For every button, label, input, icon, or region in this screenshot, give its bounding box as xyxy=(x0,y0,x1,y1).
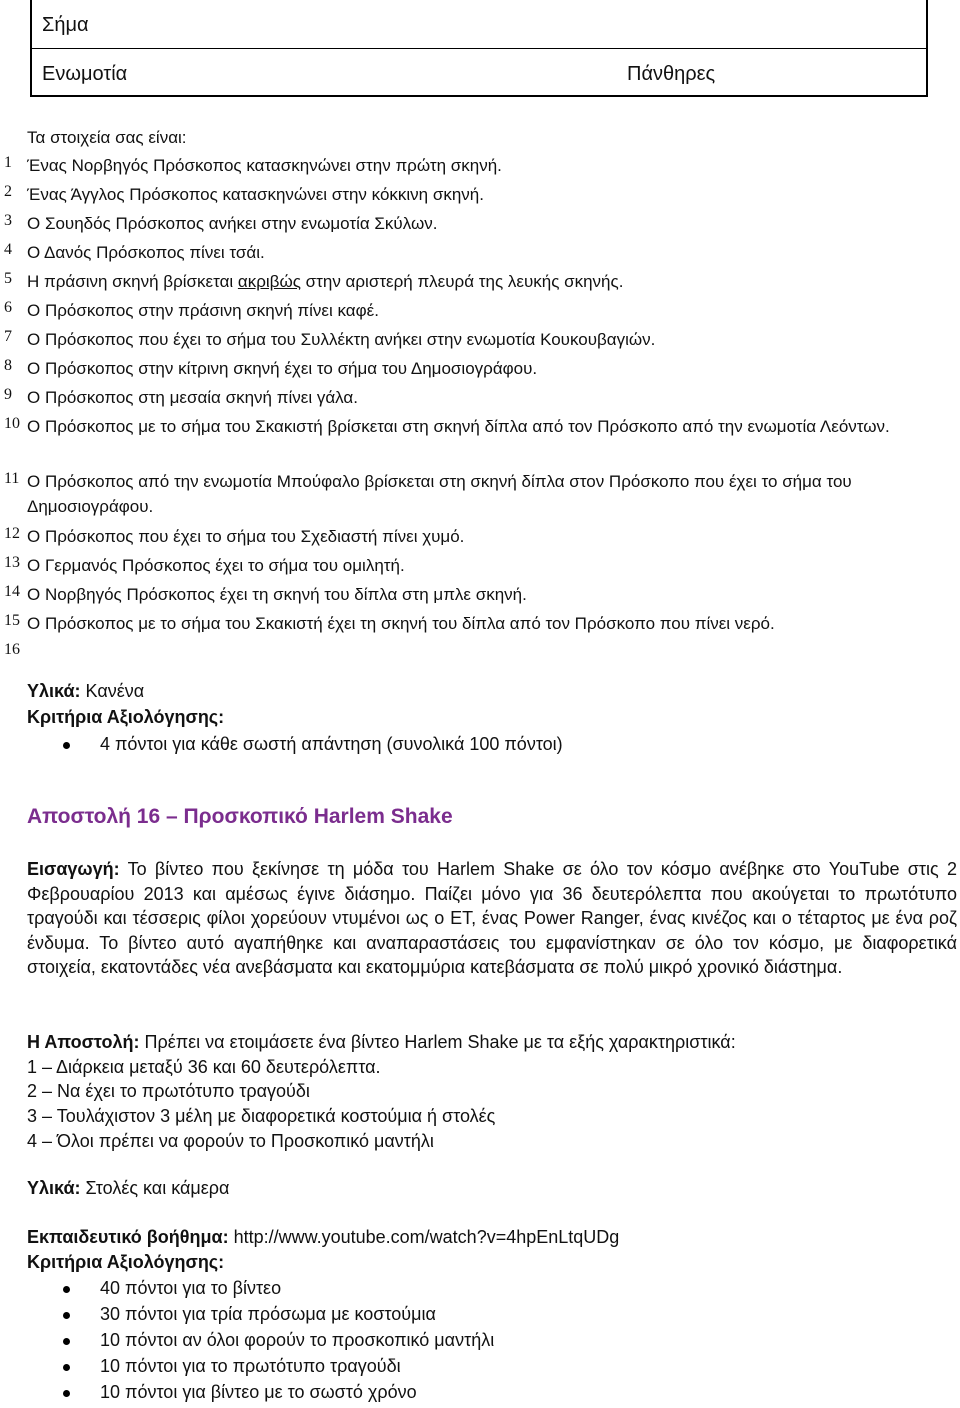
clue-text: Ο Πρόσκοπος στη μεσαία σκηνή πίνει γάλα. xyxy=(27,388,358,407)
clue-item xyxy=(0,181,960,210)
clue-number: 5 xyxy=(4,270,12,287)
clue-item xyxy=(0,384,960,413)
bullet-icon xyxy=(63,1364,70,1371)
clue-item xyxy=(0,152,960,181)
criteria-heading: Κριτήρια Αξιολόγησης: xyxy=(27,707,225,727)
clue-number: 16 xyxy=(4,641,20,658)
requirement-item: 4 – Όλοι πρέπει να φορούν το Προσκοπικό μαντήλι xyxy=(27,1130,434,1151)
clue-number: 15 xyxy=(4,612,20,629)
bullet-icon xyxy=(63,742,70,749)
aid-link[interactable]: http://www.youtube.com/watch?v=4hpEnLtqUDg xyxy=(228,1227,620,1247)
table-row-badge xyxy=(32,12,926,48)
clues-intro: Τα στοιχεία σας είναι: xyxy=(27,128,187,147)
clue-number: 4 xyxy=(4,241,12,258)
list-item xyxy=(68,1382,494,1408)
clue-list xyxy=(0,152,960,668)
criteria-text: 40 πόντοι για το βίντεο xyxy=(100,1278,282,1298)
criteria-text: 30 πόντοι για τρία πρόσωμα με κοστούμια xyxy=(100,1304,436,1324)
list-item xyxy=(68,734,563,760)
clue-number: 7 xyxy=(4,328,12,345)
list-item xyxy=(68,1304,494,1330)
clue-number: 3 xyxy=(4,212,12,229)
clue-item xyxy=(0,610,960,639)
intro-text: Το βίντεο που ξεκίνησε τη μόδα του Harlem Shake σε όλο τον κόσμο ανέβηκε στο YouTube στις 2 Φεβρουαρίου 2013 και αμέσως έγινε διάσημο. Παίζει μόνο για 36 δευτερόλεπτα που ακούγεται το πρωτότυπο τραγούδι και τέσσερις φίλοι χορεύουν ντυμένοι ως ο ET, ένας Power Ranger, ένας κινέζος και ο τέταρτος με ένα ροζ ένδυμα. Το βίντεο αυτό αγαπήθηκε και αναπαραστάσεις του εμφανίστηκαν σε όλο τον κόσμο, με διαφορετικά στοιχεία, εκατοντάδες νέα ανεβάσματα και εκατομμύρια κατεβάσματα σε πολύ μικρό χρονικό διάστημα. xyxy=(27,859,957,977)
criteria-list xyxy=(68,734,563,760)
clue-item xyxy=(0,355,960,384)
intro-paragraph xyxy=(27,857,957,980)
clue-number: 12 xyxy=(4,525,20,542)
list-item xyxy=(68,1330,494,1356)
clue-text: Ο Νορβηγός Πρόσκοπος έχει τη σκηνή του δίπλα στη μπλε σκηνή. xyxy=(27,585,527,604)
mission-task xyxy=(27,1030,927,1154)
clue-number: 2 xyxy=(4,183,12,200)
criteria-text: 10 πόντοι για βίντεο με το σωστό χρόνο xyxy=(100,1382,417,1402)
badge-patrol-table xyxy=(30,0,928,97)
bullet-icon xyxy=(63,1338,70,1345)
clue-text: Ο Πρόσκοπος με το σήμα του Σκακιστή βρίσκεται στη σκηνή δίπλα από τον Πρόσκοπο από την ενωμοτία Λεόντων. xyxy=(27,417,890,436)
clue-number: 1 xyxy=(4,154,12,171)
clue-number: 10 xyxy=(4,415,20,432)
materials-line xyxy=(27,681,144,702)
clue-text: Ο Πρόσκοπος στην κίτρινη σκηνή έχει το σήμα του Δημοσιογράφου. xyxy=(27,359,538,378)
materials-label: Υλικά: xyxy=(27,681,81,701)
patrol-value: Πάνθηρες xyxy=(627,63,716,85)
clue-text: Ο Σουηδός Πρόσκοπος ανήκει στην ενωμοτία Σκύλων. xyxy=(27,214,438,233)
clue-text: Ο Πρόσκοπος που έχει το σήμα του Συλλέκτη ανήκει στην ενωμοτία Κουκουβαγιών. xyxy=(27,330,656,349)
criteria-text: 4 πόντοι για κάθε σωστή απάντηση (συνολικά 100 πόντοι) xyxy=(100,734,563,754)
clue-number: 11 xyxy=(4,470,20,487)
criteria-text: 10 πόντοι αν όλοι φορούν το προσκοπικό μαντήλι xyxy=(100,1330,495,1350)
clue-number: 6 xyxy=(4,299,12,316)
clue-number: 9 xyxy=(4,386,12,403)
task-label: Η Αποστολή: xyxy=(27,1032,140,1052)
mission-criteria-list xyxy=(68,1278,494,1408)
clue-item xyxy=(0,210,960,239)
clue-text: Ο Πρόσκοπος με το σήμα του Σκακιστή έχει τη σκηνή του δίπλα από τον Πρόσκοπο που πίνει νερό. xyxy=(27,614,775,633)
clue-item xyxy=(0,326,960,355)
list-item xyxy=(68,1278,494,1304)
requirement-item: 1 – Διάρκεια μεταξύ 36 και 60 δευτερόλεπτα. xyxy=(27,1056,381,1077)
clue-item xyxy=(0,468,960,523)
educational-aid-line xyxy=(27,1227,619,1248)
clue-text: Ο Δανός Πρόσκοπος πίνει τσάι. xyxy=(27,243,265,262)
bullet-icon xyxy=(63,1312,70,1319)
bullet-icon xyxy=(63,1390,70,1397)
mission-materials-label: Υλικά: xyxy=(27,1178,81,1198)
clue-text: Ένας Νορβηγός Πρόσκοπος κατασκηνώνει στην πρώτη σκηνή. xyxy=(27,156,502,175)
mission-title: Αποστολή 16 – Προσκοπικό Harlem Shake xyxy=(27,805,453,828)
clue-item xyxy=(0,268,960,297)
badge-label: Σήμα xyxy=(42,14,89,36)
clue-item xyxy=(0,552,960,581)
criteria-text: 10 πόντοι για το πρωτότυπο τραγούδι xyxy=(100,1356,401,1376)
bullet-icon xyxy=(63,1286,70,1293)
clue-number: 13 xyxy=(4,554,20,571)
clue-number: 8 xyxy=(4,357,12,374)
requirement-item: 2 – Να έχει το πρωτότυπο τραγούδι xyxy=(27,1081,310,1102)
clue-item xyxy=(0,581,960,610)
clue-text: Ο Πρόσκοπος στην πράσινη σκηνή πίνει καφέ. xyxy=(27,301,379,320)
mission-materials-line xyxy=(27,1178,229,1199)
materials-value: Κανένα xyxy=(80,681,145,701)
clue-text: Ένας Άγγλος Πρόσκοπος κατασκηνώνει στην κόκκινη σκηνή. xyxy=(27,185,484,204)
clue-item xyxy=(0,297,960,326)
clue-number: 14 xyxy=(4,583,20,600)
requirement-item: 3 – Τουλάχιστον 3 μέλη με διαφορετικά κοστούμια ή στολές xyxy=(27,1106,496,1127)
clue-text-start: Η πράσινη σκηνή βρίσκεται xyxy=(27,272,238,291)
mission-materials-text: Στολές και κάμερα xyxy=(80,1178,230,1198)
clue-item xyxy=(0,523,960,552)
clue-item xyxy=(0,239,960,268)
task-text: Πρέπει να ετοιμάσετε ένα βίντεο Harlem Shake με τα εξής χαρακτηριστικά: xyxy=(139,1032,736,1052)
list-item xyxy=(68,1356,494,1382)
clue-text: Ο Πρόσκοπος από την ενωμοτία Μπούφαλο βρίσκεται στη σκηνή δίπλα στον Πρόσκοπο που έχει το σήμα του Δημοσιογράφου. xyxy=(27,472,852,516)
clue-text-underlined: ακριβώς xyxy=(237,272,301,291)
task-line xyxy=(27,1030,927,1055)
patrol-label: Ενωμοτία xyxy=(42,63,128,85)
table-row-patrol xyxy=(32,48,926,95)
clue-text: Ο Πρόσκοπος που έχει το σήμα του Σχεδιαστή πίνει χυμό. xyxy=(27,527,465,546)
clue-text xyxy=(27,269,942,294)
clue-text: Ο Γερμανός Πρόσκοπος έχει το σήμα του ομιλητή. xyxy=(27,556,405,575)
clue-text-end: στην αριστερή πλευρά της λευκής σκηνής. xyxy=(300,272,624,291)
mission-criteria-heading: Κριτήρια Αξιολόγησης: xyxy=(27,1252,225,1272)
clue-item xyxy=(0,639,960,668)
intro-label: Εισαγωγή: xyxy=(27,859,120,879)
clue-item xyxy=(0,413,960,468)
aid-label: Εκπαιδευτικό βοήθημα: xyxy=(27,1227,229,1247)
